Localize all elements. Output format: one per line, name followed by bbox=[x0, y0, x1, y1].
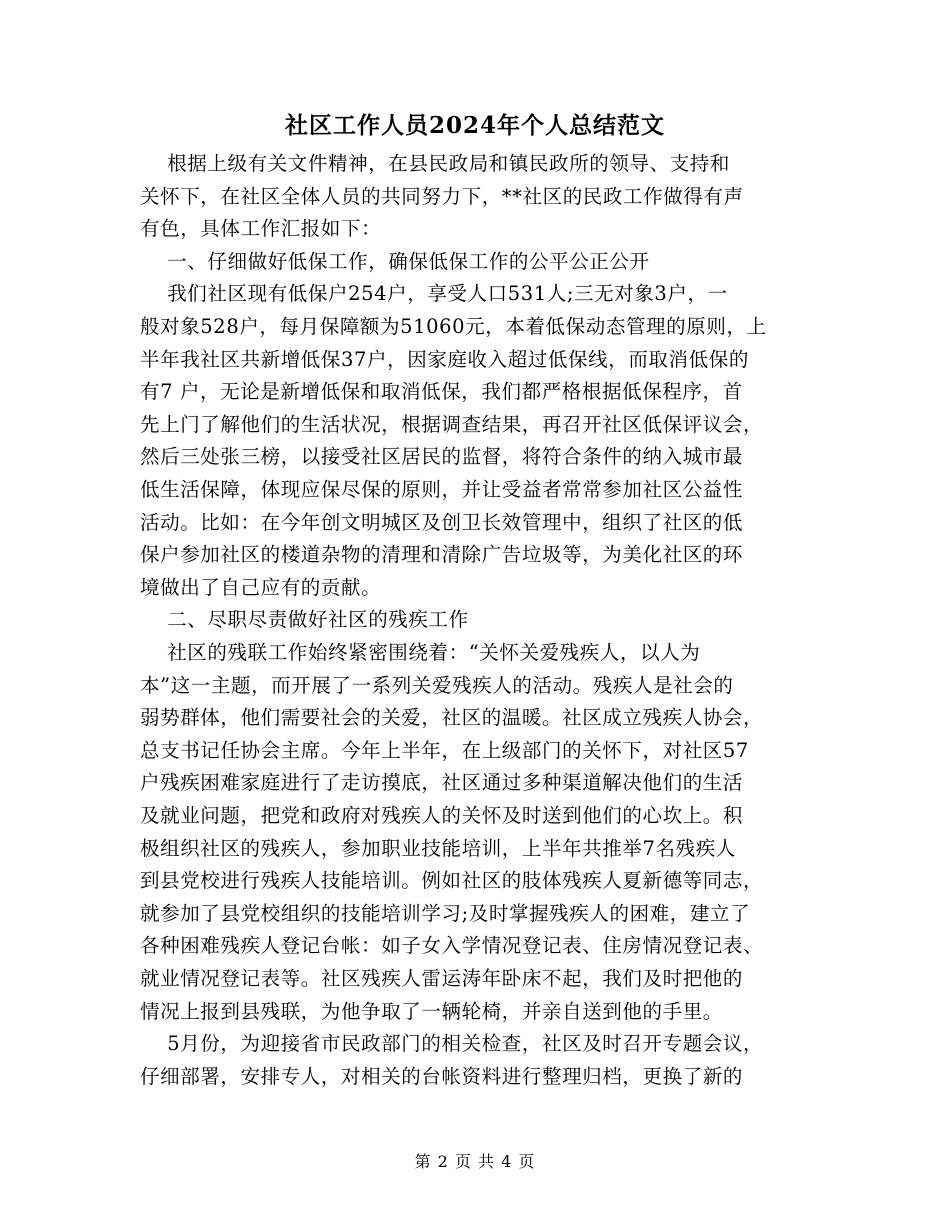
document-line: 有7 户，无论是新增低保和取消低保，我们都严格根据低保程序，首 bbox=[140, 380, 743, 404]
document-line: 根据上级有关文件精神，在县民政局和镇民政所的领导、支持和 bbox=[140, 152, 730, 175]
document-line: 一、仔细做好低保工作，确保低保工作的公平公正公开 bbox=[140, 249, 650, 273]
document-line: 二、尽职尽责做好社区的残疾工作 bbox=[140, 608, 469, 632]
document-line: 及就业问题，把党和政府对残疾人的关怀及时送到他们的心坎上。积 bbox=[140, 804, 744, 827]
document-line: 关怀下，在社区全体人员的共同努力下，**社区的民政工作做得有声 bbox=[140, 184, 744, 208]
document-line: 我们社区现有低保户254户，享受人口531人;三无对象3户，一 bbox=[140, 282, 728, 306]
document-line: 户残疾困难家庭进行了走访摸底，社区通过多种渠道解决他们的生活 bbox=[140, 771, 744, 795]
document-line: 社区的残联工作始终紧密围绕着：“关怀关爱残疾人，以人为 bbox=[140, 641, 701, 664]
page-footer: 第 2 页 共 4 页 bbox=[414, 1152, 536, 1171]
document-line: 情况上报到县残联，为他争取了一辆轮椅，并亲自送到他的手里。 bbox=[140, 999, 723, 1023]
document-line: 总支书记任协会主席。今年上半年，在上级部门的关怀下，对社区57 bbox=[140, 738, 749, 762]
document-line: 本”这一主题，而开展了一系列关爱残疾人的活动。残疾人是社会的 bbox=[140, 673, 734, 697]
document-line: 各种困难残疾人登记台帐：如子女入学情况登记表、住房情况登记表、 bbox=[140, 934, 764, 958]
document-line: 境做出了自己应有的贡献。 bbox=[140, 575, 382, 599]
document-line: 般对象528户，每月保障额为51060元，本着低保动态管理的原则，上 bbox=[140, 315, 767, 338]
document-line: 有色，具体工作汇报如下： bbox=[140, 217, 382, 241]
document-line: 就业情况登记表等。社区残疾人雷运涛年卧床不起，我们及时把他的 bbox=[140, 967, 744, 990]
document-line: 极组织社区的残疾人，参加职业技能培训，上半年共推举7名残疾人 bbox=[140, 836, 736, 860]
document-line: 半年我社区共新增低保37户，因家庭收入超过低保线，而取消低保的 bbox=[140, 347, 749, 371]
document-line: 仔细部署，安排专人，对相关的台帐资料进行整理归档，更换了新的 bbox=[140, 1064, 744, 1088]
document-line: 低生活保障，体现应保尽保的原则，并让受益者常常参加社区公益性 bbox=[140, 478, 744, 501]
document-line: 保户参加社区的楼道杂物的清理和清除广告垃圾等，为美化社区的环 bbox=[140, 543, 744, 567]
document-line: 就参加了县党校组织的技能培训学习;及时掌握残疾人的困难，建立了 bbox=[140, 901, 751, 925]
document-line: 5月份，为迎接省市民政部门的相关检查，社区及时召开专题会议， bbox=[140, 1032, 764, 1056]
document-line: 到县党校进行残疾人技能培训。例如社区的肢体残疾人夏新德等同志， bbox=[140, 869, 764, 893]
document-title: 社区工作人员2024年个人总结范文 bbox=[284, 112, 665, 139]
document-line: 然后三处张三榜，以接受社区居民的监督，将符合条件的纳入城市最 bbox=[140, 445, 744, 469]
document-line: 弱势群体，他们需要社会的关爱，社区的温暖。社区成立残疾人协会， bbox=[140, 706, 764, 730]
document-line: 先上门了解他们的生活状况，根据调查结果，再召开社区低保评议会， bbox=[140, 412, 764, 436]
document-line: 活动。比如：在今年创文明城区及创卫长效管理中，组织了社区的低 bbox=[140, 510, 744, 534]
